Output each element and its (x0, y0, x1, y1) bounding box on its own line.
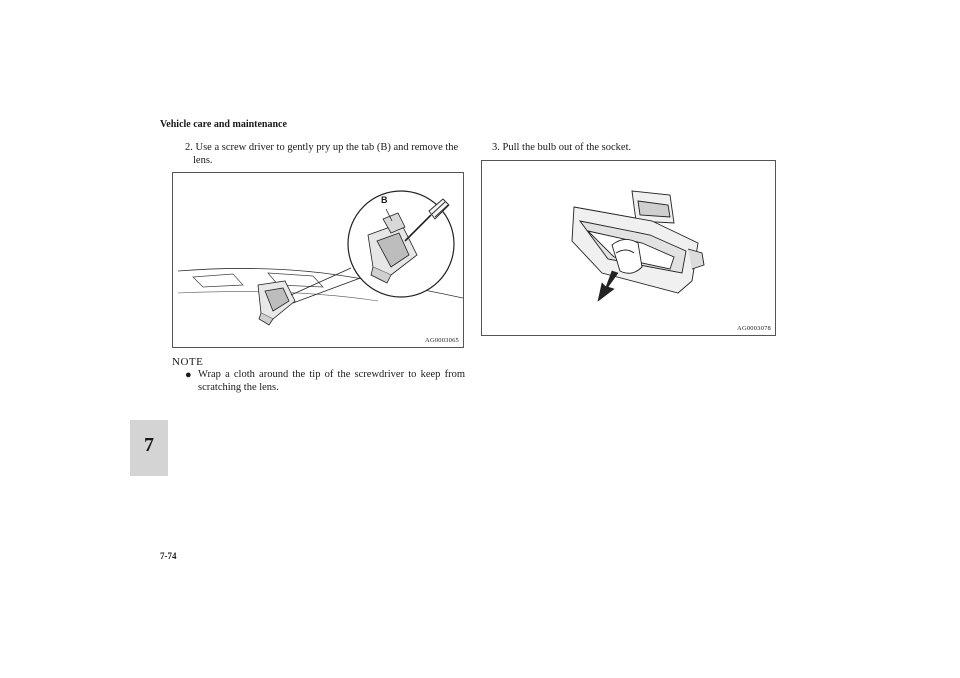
bulb-removal-drawing (482, 161, 775, 335)
note-bullet-text: Wrap a cloth around the tip of the screwdriver to keep from scratching the lens. (198, 369, 465, 393)
step-2-instruction: 2. Use a screw driver to gently pry up the tab (B) and remove the lens. (185, 142, 459, 166)
step-3-instruction: 3. Pull the bulb out of the socket. (492, 142, 632, 153)
lens-removal-drawing (173, 173, 463, 347)
lens-removal-illustration (172, 172, 464, 348)
chapter-number: 7 (144, 434, 154, 456)
bulb-removal-illustration (481, 160, 776, 336)
figure-code: AG0003078 (737, 325, 771, 332)
page-number: 7-74 (160, 551, 177, 561)
note-heading: NOTE (172, 356, 204, 368)
bullet-dot-icon: ● (185, 369, 192, 381)
callout-label-b: B (381, 195, 388, 205)
chapter-tab (130, 420, 168, 476)
note-bullet-item (185, 368, 465, 394)
section-header-title: Vehicle care and maintenance (160, 119, 287, 130)
figure-code: AG0003065 (425, 337, 459, 344)
